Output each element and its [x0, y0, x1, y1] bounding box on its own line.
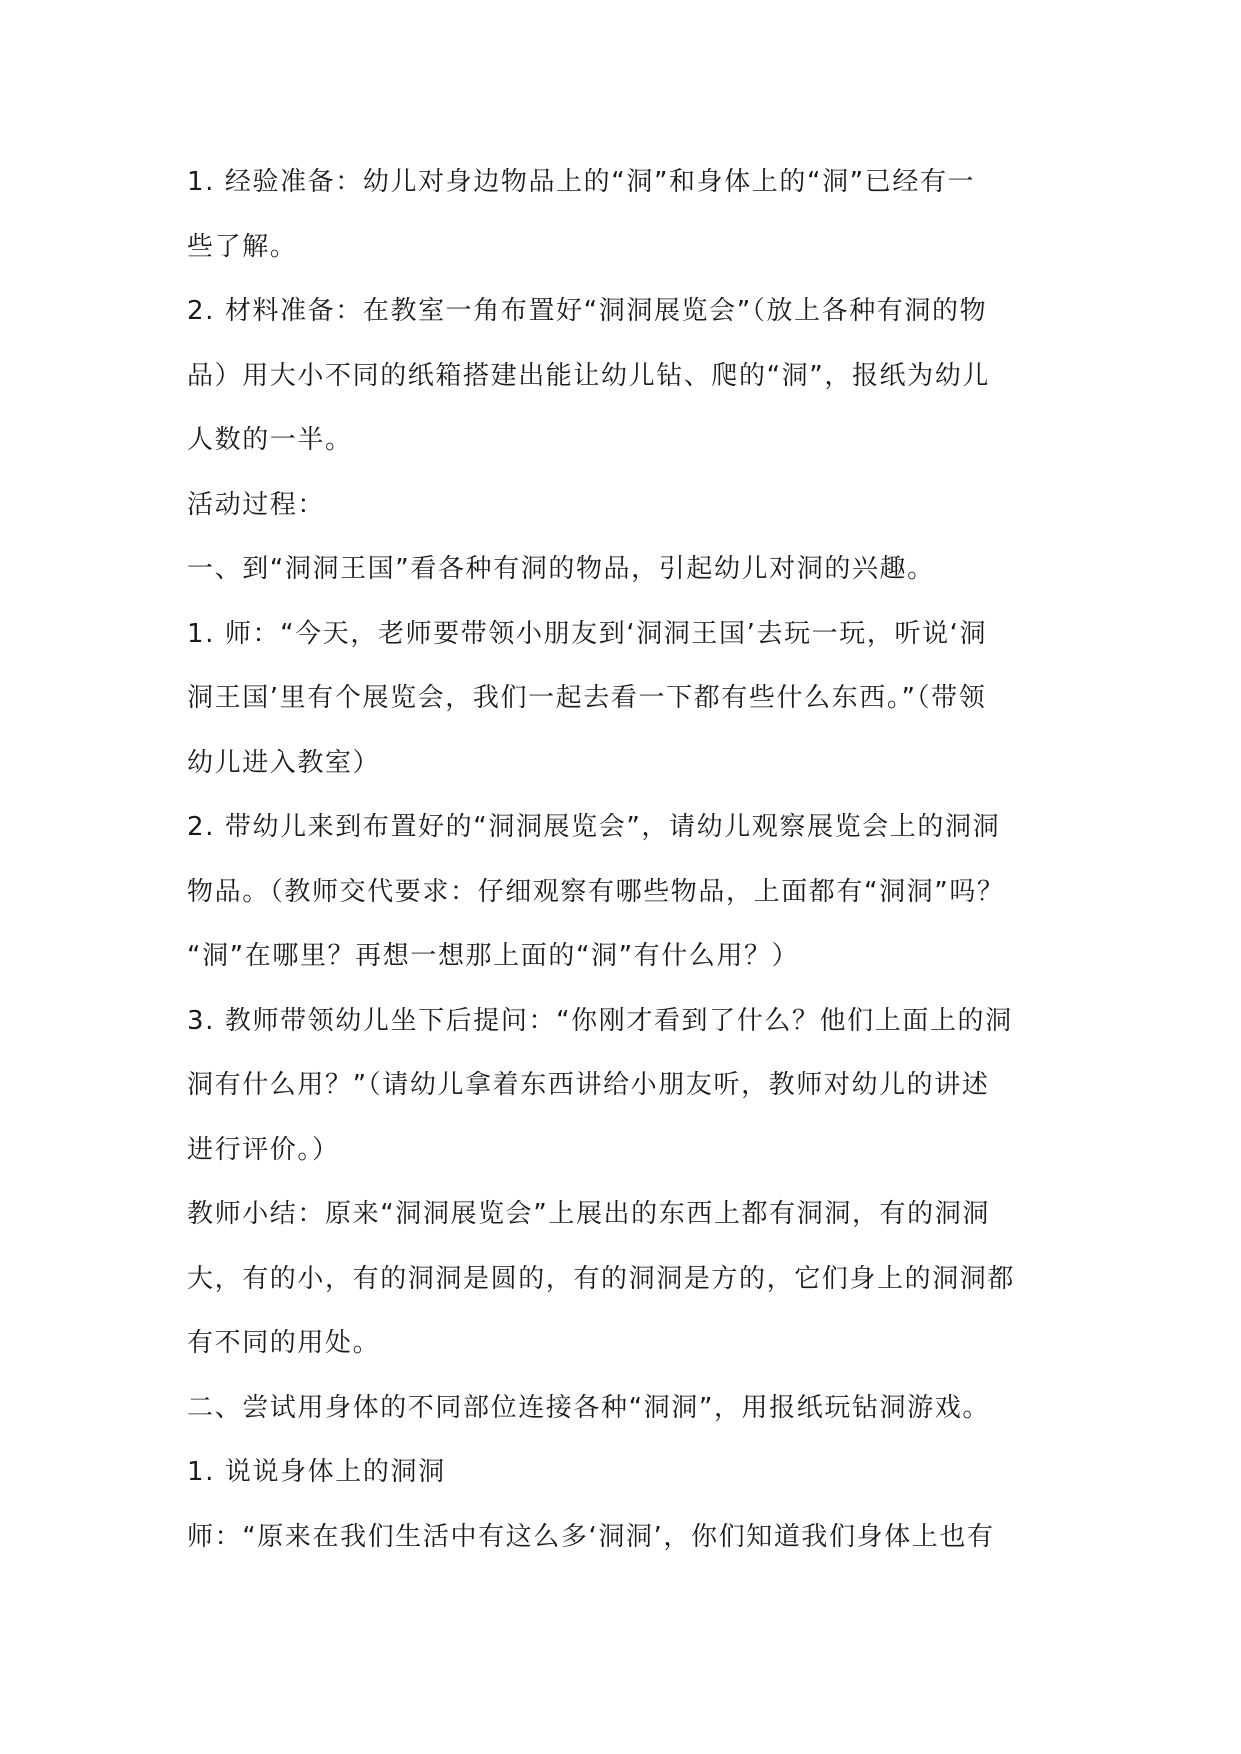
document-body: [187, 150, 1049, 1569]
text-line: 教师小结：原来“洞洞展览会”上展出的东西上都有洞洞，有的洞洞: [187, 1199, 990, 1229]
section-heading: 活动过程：: [187, 489, 326, 520]
text-line: 幼儿进入教室）: [187, 747, 381, 778]
text-line: 1. 师：“今天，老师要带领小朋友到‘洞洞王国’去玩一玩，听说‘洞: [187, 618, 988, 649]
text-line: 洞王国’里有个展览会，我们一起去看一下都有些什么东西。”（带领: [187, 683, 987, 713]
text-line: 大，有的小，有的洞洞是圆的，有的洞洞是方的，它们身上的洞洞都: [187, 1263, 1016, 1294]
text-line: 有不同的用处。: [187, 1328, 381, 1358]
text-line: 人数的一半。: [187, 425, 353, 455]
text-line: 3. 教师带领幼儿坐下后提问：“你刚才看到了什么？他们上面上的洞: [187, 1005, 1013, 1036]
text-line: 些了解。: [187, 231, 298, 262]
text-line: 1. 经验准备：幼儿对身边物品上的“洞”和身体上的“洞”已经有一: [187, 167, 976, 197]
text-line: 进行评价。）: [187, 1134, 340, 1165]
text-line: 洞有什么用？”（请幼儿拿着东西讲给小朋友听，教师对幼儿的讲述: [187, 1070, 990, 1100]
text-line: 物品。（教师交代要求：仔细观察有哪些物品，上面都有“洞洞”吗？: [187, 876, 1005, 907]
text-line: 一、到“洞洞王国”看各种有洞的物品，引起幼儿对洞的兴趣。: [187, 554, 935, 584]
text-line: 师：“原来在我们生活中有这么多‘洞洞’，你们知道我们身体上也有: [187, 1521, 995, 1552]
text-line: 2. 带幼儿来到布置好的“洞洞展览会”，请幼儿观察展览会上的洞洞: [187, 812, 1001, 842]
text-line: “洞”在哪里？再想一想那上面的“洞”有什么用？）: [187, 941, 800, 971]
text-line: 品）用大小不同的纸箱搭建出能让幼儿钻、爬的“洞”，报纸为幼儿: [187, 360, 990, 391]
text-line: 2. 材料准备：在教室一角布置好“洞洞展览会”（放上各种有洞的物: [187, 296, 988, 326]
text-line: 二、尝试用身体的不同部位连接各种“洞洞”，用报纸玩钻洞游戏。: [187, 1392, 990, 1423]
text-line: 1. 说说身体上的洞洞: [187, 1457, 446, 1487]
